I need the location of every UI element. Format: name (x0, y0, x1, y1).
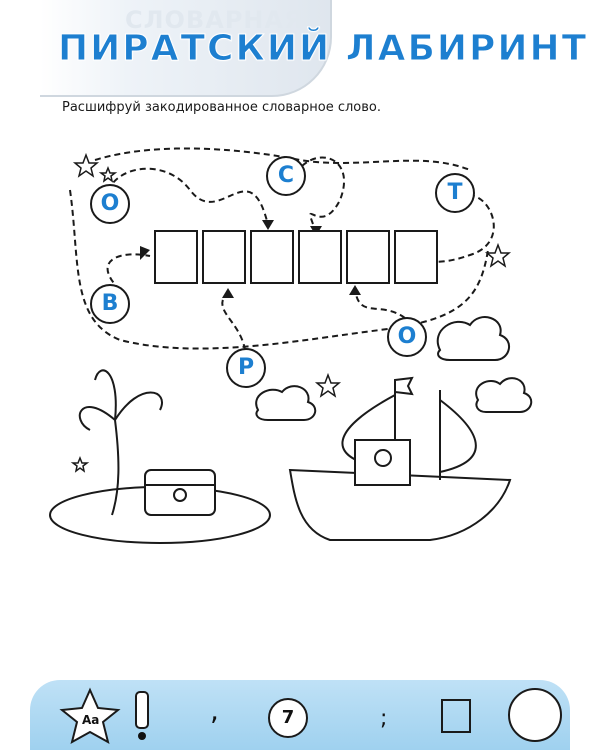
flag-icon (395, 378, 412, 394)
letter-circle: С (266, 156, 306, 196)
maze-path (222, 292, 245, 350)
cloud-icon (438, 317, 509, 360)
exclamation-icon (136, 692, 148, 728)
page-title: ПИРАТСКИЙ ЛАБИРИНТ (58, 28, 589, 69)
header-ghost-text: СЛОВАРНАЯ (125, 6, 304, 34)
answer-box[interactable] (154, 230, 198, 284)
page-number: 7 (268, 698, 308, 738)
cloud-icon (256, 386, 315, 420)
answer-box[interactable] (298, 230, 342, 284)
letter-circle: О (387, 317, 427, 357)
arrow-down-icon (262, 220, 274, 230)
maze-path (105, 169, 268, 225)
letter-circle: О (90, 184, 130, 224)
instruction-text: Расшифруй закодированное словарное слово. (62, 100, 382, 115)
lock-icon (174, 489, 186, 501)
arrow-up-icon (349, 285, 361, 295)
answer-boxes (154, 230, 442, 284)
comma-icon: , (210, 694, 219, 727)
star-icon (101, 168, 115, 181)
answer-box[interactable] (202, 230, 246, 284)
footer (0, 655, 600, 750)
letter-circle: Т (435, 173, 475, 213)
star-icon (73, 458, 87, 471)
star-icon (487, 245, 509, 266)
maze-path (355, 290, 405, 318)
cloud-icon (476, 378, 531, 412)
letter-circle: В (90, 284, 130, 324)
answer-box[interactable] (394, 230, 438, 284)
skull-icon (375, 450, 391, 466)
answer-box[interactable] (250, 230, 294, 284)
arrow-up-icon (222, 288, 234, 298)
letter-circle: Р (226, 348, 266, 388)
palm-leaves-icon (80, 370, 162, 430)
star-icon (317, 375, 339, 396)
star-icon (75, 155, 97, 176)
child-avatar-icon (509, 689, 561, 741)
sail-icon (440, 400, 476, 472)
bracket-icon (442, 700, 470, 732)
badge-text: Aa (82, 713, 100, 727)
arrow-right-icon (140, 246, 150, 260)
answer-box[interactable] (346, 230, 390, 284)
semicolon-icon: ; (380, 706, 388, 731)
